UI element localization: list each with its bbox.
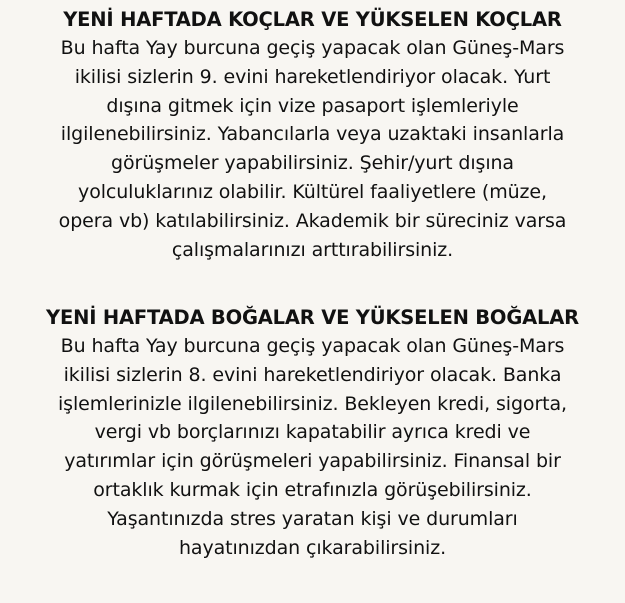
taurus-line-4: vergi vb borçlarınızı kapatabilir ayrıca kredi ve bbox=[94, 421, 531, 444]
taurus-line-3: işlemlerinizle ilgilenebilirsiniz. Bekleyen kredi, sigorta, bbox=[58, 392, 567, 415]
aries-paragraph bbox=[0, 34, 625, 264]
aries-line-4: ilgilenebilirsiniz. Yabancılarla veya uzaktaki insanlarla bbox=[60, 123, 565, 146]
aries-line-5: görüşmeler yapabilirsiniz. Şehir/yurt dışına bbox=[111, 152, 514, 175]
taurus-paragraph bbox=[0, 332, 625, 562]
taurus-line-2: ikilisi sizlerin 8. evini hareketlendiriyor olacak. Banka bbox=[63, 363, 562, 386]
aries-line-1: Bu hafta Yay burcuna geçiş yapacak olan Güneş-Mars bbox=[60, 37, 565, 59]
aries-heading: YENİ HAFTADA KOÇLAR VE YÜKSELEN KOÇLAR bbox=[63, 8, 562, 31]
taurus-line-7: Yaşantınızda stres yaratan kişi ve durumları bbox=[107, 507, 518, 530]
aries-line-7: opera vb) katılabilirsiniz. Akademik bir süreciniz varsa bbox=[58, 209, 567, 232]
aries-line-3: dışına gitmek için vize pasaport işlemleriyle bbox=[106, 94, 519, 117]
taurus-line-8: hayatınızdan çıkarabilirsiniz. bbox=[178, 536, 447, 559]
taurus-line-1: Bu hafta Yay burcuna geçiş yapacak olan Güneş-Mars bbox=[60, 335, 565, 357]
taurus-line-6: ortaklık kurmak için etrafınızla görüşebilirsiniz. bbox=[93, 478, 532, 501]
aries-line-8: çalışmalarınızı arttırabilirsiniz. bbox=[171, 238, 454, 261]
aries-section bbox=[0, 6, 625, 264]
taurus-heading: YENİ HAFTADA BOĞALAR VE YÜKSELEN BOĞALAR bbox=[46, 306, 579, 329]
taurus-line-5: yatırımlar için görüşmeleri yapabilirsiniz. Finansal bir bbox=[64, 450, 561, 473]
aries-line-2: ikilisi sizlerin 9. evini hareketlendiriyor olacak. Yurt bbox=[74, 65, 551, 88]
aries-line-6: yolculuklarınız olabilir. Kültürel faaliyetlere (müze, bbox=[78, 180, 547, 203]
taurus-section bbox=[0, 304, 625, 562]
